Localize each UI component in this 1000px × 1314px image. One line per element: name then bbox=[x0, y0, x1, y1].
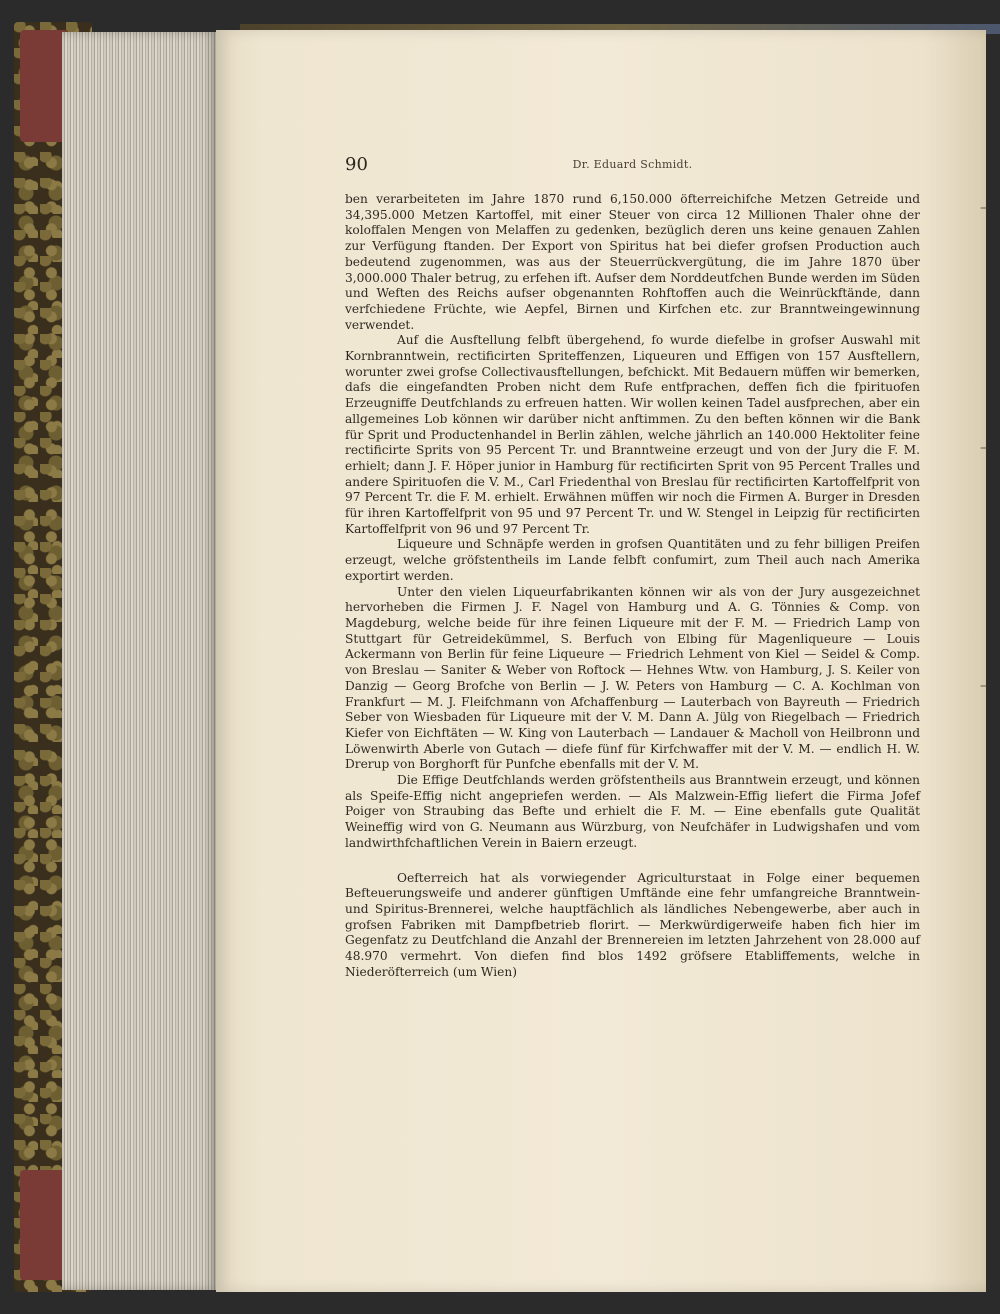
running-head: Dr. Eduard Schmidt. bbox=[572, 158, 693, 171]
page-header bbox=[345, 154, 920, 178]
page-edges bbox=[62, 32, 217, 1290]
section-gap bbox=[345, 852, 920, 871]
margin-mark: – bbox=[980, 200, 987, 216]
paragraph: Unter den vielen Liqueurfabrikanten können wir als von der Jury ausgezeichnet hervorheben die Firmen J. F. Nagel von Hamburg und A. G. Tönnies & Comp. von Magdeburg, welche beide für ihre feinen Liqueure mit der F. M. — Friedrich Lamp von Stuttgart für Getreidekümmel, S. Berfuch von Elbing für Magenliqueure — Louis Ackermann von Berlin für feine Liqueure — Friedrich Lehment von Kiel — Seidel & Comp. von Breslau — Saniter & Weber von Roftock — Hehnes Wtw. von Hamburg, J. S. Keiler von Danzig — Georg Brofche von Berlin — J. W. Peters von Hamburg — C. A. Kochlman von Frankfurt — M. J. Fleifchmann von Afchaffenburg — Lauterbach von Bayreuth — Friedrich Seber von Wiesbaden für Liqueure mit der V. M. Dann A. Jülg von Riegelbach — Friedrich Kiefer von Eichftäten — W. King von Lauterbach — Landauer & Macholl von Heilbronn und Löwenwirth Aberle von Gutach — diefe fünf für Kirfchwaffer mit der V. M. — endlich H. W. Drerup von Borghorft für Punfche ebenfalls mit der V. M. bbox=[345, 584, 920, 772]
paragraph: Liqueure und Schnäpfe werden in grofsen Quantitäten und zu fehr billigen Preifen erzeugt, welche gröfstentheils im Lande felbft confumirt, zum Theil auch nach Amerika exportirt werden. bbox=[345, 537, 920, 583]
paragraph: Auf die Ausftellung felbft übergehend, fo wurde diefelbe in grofser Auswahl mit Kornbranntwein, rectificirten Spriteffenzen, Liqueuren und Effigen von 157 Ausftellern, worunter zwei grofse Collectivausftellungen, befchickt. Mit Bedauern müffen wir bemerken, dafs die eingefandten Proben nicht dem Rufe entfprachen, deffen fich die fpirituofen Erzeugniffe Deutfchlands zu erfreuen hatten. Wir wollen keinen Tadel ausfprechen, aber ein allgemeines Lob können wir darüber nicht anftimmen. Zu den beften können wir die Bank für Sprit und Productenhandel in Berlin zählen, welche jährlich an 140.000 Hektoliter feine rectificirte Sprits von 95 Percent Tr. und Branntweine erzeugt und von der Jury die F. M. erhielt; dann J. F. Höper junior in Hamburg für rectificirten Sprit von 95 Percent Tralles und andere Spirituofen die V. M., Carl Friedenthal von Breslau für rectificirten Kartoffelfprit von 97 Percent Tr. die F. M. erhielt. Erwähnen müffen wir noch die Firmen A. Burger in Dresden für ihren Kartoffelfprit von 95 und 97 Percent Tr. und W. Stengel in Leipzig für rectificirten Kartoffelfprit von 96 und 97 Percent Tr. bbox=[345, 333, 920, 536]
cover-leather-corner-top bbox=[20, 30, 68, 142]
paragraph: ben verarbeiteten im Jahre 1870 rund 6,150.000 öfterreichifche Metzen Getreide und 34,395.000 Metzen Kartoffel, mit einer Steuer von circa 12 Millionen Thaler ohne der koloffalen Mengen von Melaffen zu gedenken, bezüglich deren uns keine genauen Zahlen zur Verfügung ftanden. Der Export von Spiritus hat bei diefer grofsen Production auch bedeutend zugenommen, was aus der Steuerrückvergütung, die im Jahre 1870 über 3,000.000 Thaler betrug, zu erfehen ift. Aufser dem Norddeutfchen Bunde werden im Süden und Weften des Reichs aufser obgenannten Rohftoffen auch die Weinrückftände, dann verfchiedene Früchte, wie Aepfel, Birnen und Kirfchen etc. zur Branntweingewinnung verwendet. bbox=[345, 192, 920, 332]
paragraph: Die Effige Deutfchlands werden gröfstentheils aus Branntwein erzeugt, und können als Speife-Effig nicht angepriefen werden. — Als Malzwein-Effig liefert die Firma Jofef Poiger von Straubing das Befte und erhielt die F. M. — Eine ebenfalls gute Qualität Weineffig wird von G. Neumann aus Würzburg, von Neufchäfer in Ludwigshafen und vom landwirthfchaftlichen Verein in Baiern erzeugt. bbox=[345, 773, 920, 850]
page-number: 90 bbox=[345, 154, 368, 175]
margin-mark: – bbox=[980, 678, 987, 694]
margin-mark: – bbox=[980, 440, 987, 456]
paragraph: Oefterreich hat als vorwiegender Agriculturstaat in Folge einer bequemen Befteuerungsweife und anderer günftigen Umftände eine fehr umfangreiche Branntwein- und Spiritus-Brennerei, welche hauptfächlich als ländliches Nebengewerbe, aber auch in grofsen Fabriken mit Dampfbetrieb florirt. — Merkwürdigerweife haben fich hier im Gegenfatz zu Deutfchland die Anzahl der Brennereien im letzten Jahrzehent von 28.000 auf 48.970 vermehrt. Von diefen find blos 1492 gröfsere Etabliffements, welche in Niederöfterreich (um Wien) bbox=[345, 870, 920, 979]
body-text bbox=[345, 192, 920, 980]
cover-leather-corner-bottom bbox=[20, 1170, 68, 1280]
